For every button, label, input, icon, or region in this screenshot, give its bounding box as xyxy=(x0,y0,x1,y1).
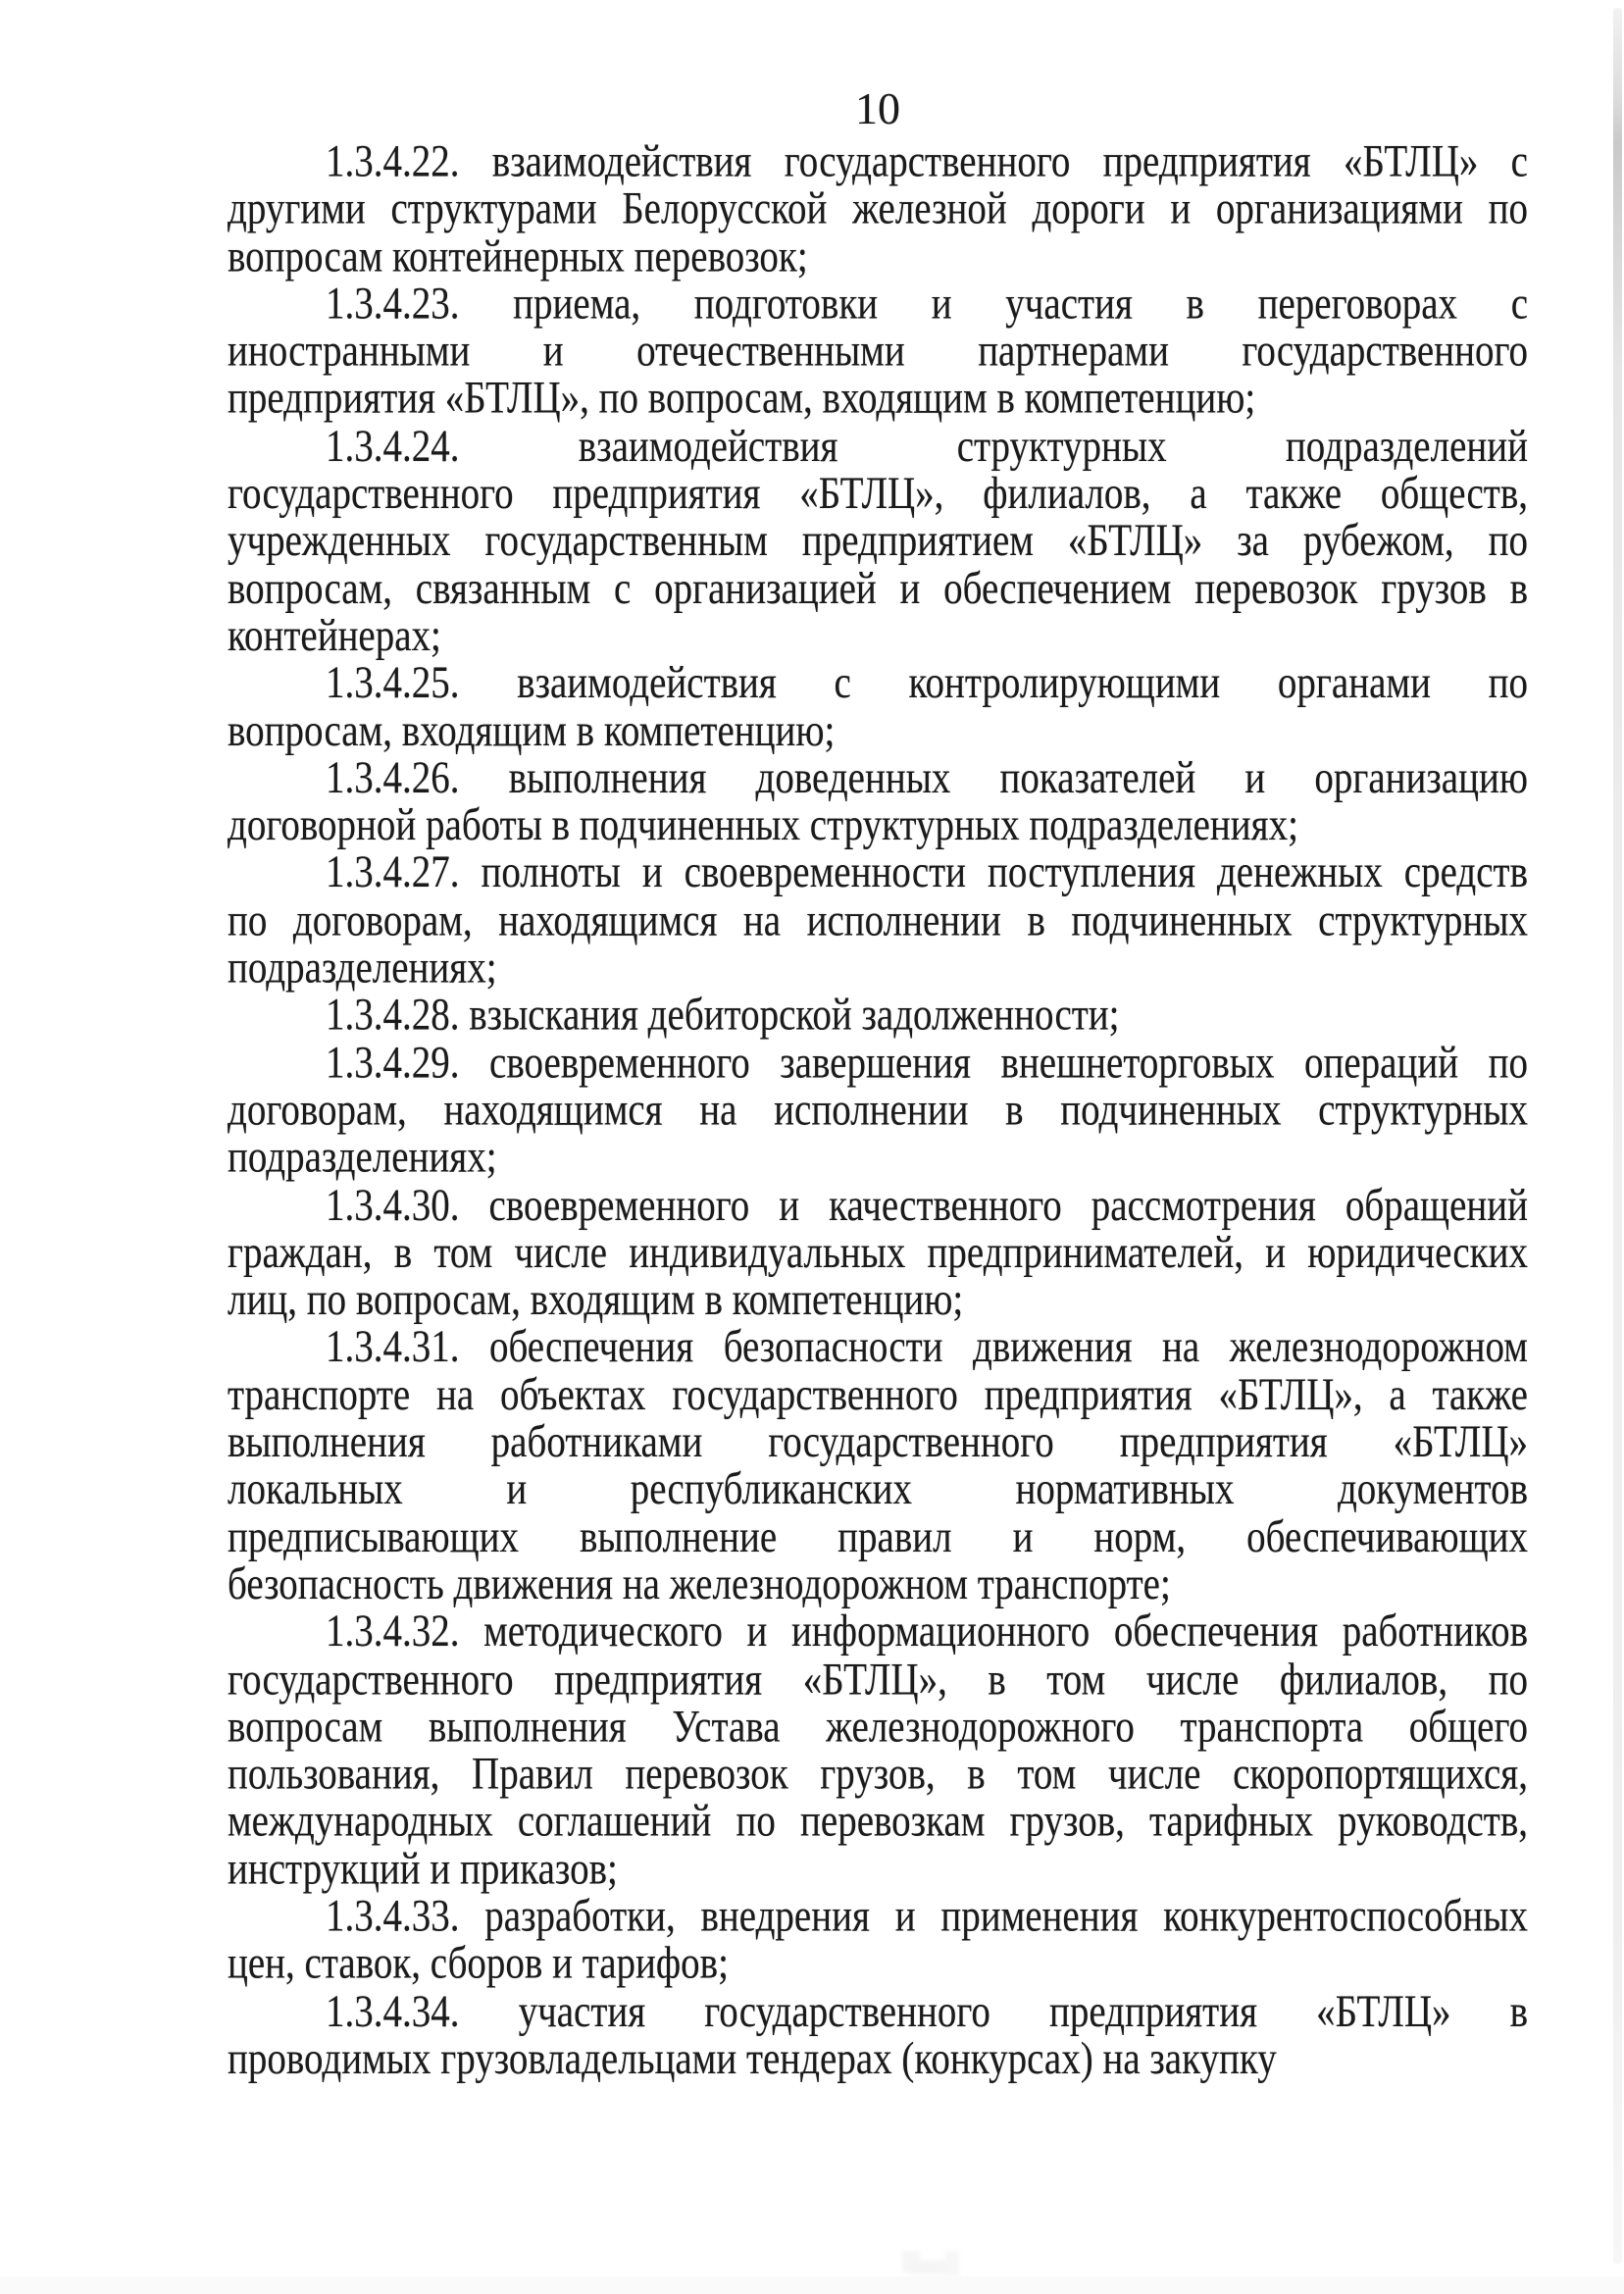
text-line: 1.3.4.25. взаимодействия с контролирующими органами по xyxy=(326,657,1528,709)
paragraph xyxy=(228,752,1528,851)
text-line: 1.3.4.27. полноты и своевременности поступления денежных средств xyxy=(326,846,1528,898)
document-body xyxy=(228,135,1528,2084)
text-line: транспорте на объектах государственного предприятия «БТЛЦ», а также xyxy=(228,1368,1528,1420)
text-line: вопросам, связанным с организацией и обеспечением перевозок грузов в xyxy=(228,562,1528,614)
text-line: безопасность движения на железнодорожном транспорте; xyxy=(228,1558,1171,1609)
text-line: договорам, находящимся на исполнении в подчиненных структурных xyxy=(228,1084,1528,1136)
paragraph xyxy=(228,1321,1528,1609)
scan-smudge-artifact xyxy=(902,2251,967,2276)
text-line: по договорам, находящимся на исполнении в подчиненных структурных xyxy=(228,894,1528,945)
text-line: государственного предприятия «БТЛЦ», филиалов, а также обществ, xyxy=(228,468,1528,519)
text-line: 1.3.4.24. взаимодействия структурных подразделений xyxy=(326,420,1528,472)
paragraph xyxy=(228,1985,1528,2084)
text-line: проводимых грузовладельцами тендерах (конкурсах) на закупку xyxy=(228,2032,1277,2084)
paragraph xyxy=(228,1037,1528,1183)
paragraph xyxy=(228,420,1528,661)
text-line: 1.3.4.33. разработки, внедрения и применения конкурентоспособных xyxy=(326,1890,1528,1942)
paragraph xyxy=(228,1608,1528,1893)
paragraph xyxy=(228,280,1528,423)
text-line: локальных и республиканских нормативных документов xyxy=(228,1463,1528,1515)
text-line: другими структурами Белорусской железной дороги и организациями по xyxy=(228,182,1528,234)
text-line: вопросам контейнерных перевозок; xyxy=(228,230,808,281)
text-line: инструкций и приказов; xyxy=(228,1843,618,1895)
paragraph xyxy=(228,992,1528,1039)
text-line: 1.3.4.26. выполнения доведенных показателей и организацию xyxy=(326,752,1528,803)
paragraph xyxy=(228,657,1528,756)
text-line: 1.3.4.28. взыскания дебиторской задолженности; xyxy=(326,990,1120,1041)
text-line: 1.3.4.23. приема, подготовки и участия в переговорах с xyxy=(326,278,1528,330)
text-line: выполнения работниками государственного предприятия «БТЛЦ» xyxy=(228,1416,1528,1467)
text-line: государственного предприятия «БТЛЦ», в том числе филиалов, по xyxy=(228,1654,1528,1705)
scan-bottom-edge-artifact xyxy=(0,2276,1624,2294)
text-line: предприятия «БТЛЦ», по вопросам, входящим в компетенцию; xyxy=(228,373,1256,424)
text-line: подразделениях; xyxy=(228,942,497,994)
text-line: пользования, Правил перевозок грузов, в том числе скоропортящихся, xyxy=(228,1748,1528,1800)
text-line: 1.3.4.29. своевременного завершения внешнеторговых операций по xyxy=(326,1037,1528,1088)
text-line: вопросам, входящим в компетенцию; xyxy=(228,704,836,756)
text-line: граждан, в том числе индивидуальных предпринимателей, и юридических xyxy=(228,1226,1528,1278)
text-line: контейнерах; xyxy=(228,610,441,661)
text-line: предписывающих выполнение правил и норм, обеспечивающих xyxy=(228,1510,1528,1562)
scan-edge-artifact xyxy=(1613,8,1622,2264)
text-line: договорной работы в подчиненных структурных подразделениях; xyxy=(228,799,1298,851)
text-line: 1.3.4.22. взаимодействия государственного предприятия «БТЛЦ» с xyxy=(326,135,1528,187)
text-line: цен, ставок, сборов и тарифов; xyxy=(228,1938,729,1989)
text-line: вопросам выполнения Устава железнодорожного транспорта общего xyxy=(228,1701,1528,1752)
paragraph xyxy=(228,135,1528,281)
text-line: 1.3.4.31. обеспечения безопасности движения на железнодорожном xyxy=(326,1321,1528,1373)
page-number: 10 xyxy=(855,83,900,133)
paragraph xyxy=(228,1179,1528,1325)
text-line: 1.3.4.30. своевременного и качественного рассмотрения обращений xyxy=(326,1179,1528,1231)
text-line: 1.3.4.34. участия государственного предприятия «БТЛЦ» в xyxy=(326,1985,1528,2037)
text-line: учрежденных государственным предприятием «БТЛЦ» за рубежом, по xyxy=(228,515,1528,567)
paragraph xyxy=(228,846,1528,994)
paragraph xyxy=(228,1890,1528,1989)
text-line: 1.3.4.32. методического и информационного обеспечения работников xyxy=(326,1606,1528,1657)
text-line: международных соглашений по перевозкам грузов, тарифных руководств, xyxy=(228,1796,1528,1847)
text-line: иностранными и отечественными партнерами государственного xyxy=(228,326,1528,377)
text-line: лиц, по вопросам, входящим в компетенцию; xyxy=(228,1274,964,1325)
text-line: подразделениях; xyxy=(228,1132,497,1183)
